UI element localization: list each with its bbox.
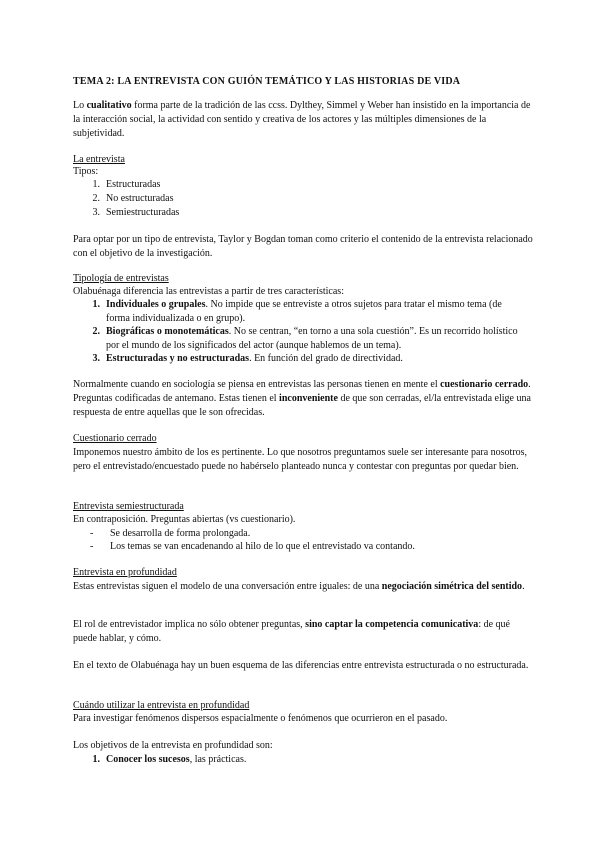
heading-cuestionario: Cuestionario cerrado xyxy=(73,433,157,444)
olabuenaga-paragraph: En el texto de Olabuénaga hay un buen esquema de las diferencias entre entrevista estructurada o no estructurada. xyxy=(73,660,529,671)
list-bold: Individuales o grupales xyxy=(106,299,206,310)
list-number: 1. xyxy=(92,754,100,765)
bold-run: negociación simétrica del sentido xyxy=(381,581,523,592)
list-number: 1. xyxy=(92,299,100,310)
text-run: . xyxy=(522,581,525,592)
bold-run: inconveniente xyxy=(279,393,338,404)
text-run: Normalmente cuando en sociología se piensa en entrevistas las personas tienen en mente el xyxy=(73,379,441,390)
list-bold: Estructuradas y no estructuradas xyxy=(106,353,250,364)
intro-paragraph xyxy=(73,99,533,141)
list-text xyxy=(106,325,526,353)
list-text: Se desarrolla de forma prolongada. xyxy=(110,528,251,539)
document-title: TEMA 2: LA ENTREVISTA CON GUIÓN TEMÁTICO Y LAS HISTORIAS DE VIDA xyxy=(73,76,461,87)
list-text: Estructuradas xyxy=(106,179,161,190)
text-run: . Preguntas codificadas de antemano. Estas tienen el xyxy=(73,379,531,404)
heading-profundidad: Entrevista en profundidad xyxy=(73,567,177,578)
tipologia-lead: Olabuénaga diferencia las entrevistas a partir de tres características: xyxy=(73,286,344,297)
list-text: Los temas se van encadenando al hilo de lo que el entrevistado va contando. xyxy=(110,541,415,552)
list-number: 2. xyxy=(92,193,100,204)
semi-lead: En contraposición. Preguntas abiertas (vs cuestionario). xyxy=(73,514,296,525)
profundidad-paragraph xyxy=(73,580,533,594)
cuando-paragraph: Para investigar fenómenos dispersos espacialmente o fenómenos que ocurrieron en el pasado. xyxy=(73,713,448,724)
list-number: 1. xyxy=(92,179,100,190)
intro-post: forma parte de la tradición de las ccss. Dylthey, Simmel y Weber han insistido en la importancia de la interacción social, la actividad con sentido y creativa de los actores y las múltiples dimensiones de la subjetividad. xyxy=(73,100,531,139)
rol-paragraph xyxy=(73,618,533,646)
text-run: Estas entrevistas siguen el modelo de una conversación entre iguales: de una xyxy=(73,581,382,592)
list-rest: . En función del grado de directividad. xyxy=(249,353,403,364)
list-dash: - xyxy=(90,541,94,552)
list-number: 2. xyxy=(92,326,100,337)
list-text xyxy=(106,352,526,366)
text-run: El rol de entrevistador implica no sólo obtener preguntas, xyxy=(73,619,306,630)
heading-tipologia: Tipología de entrevistas xyxy=(73,273,169,284)
text-run: de que son cerradas, el/la entrevistada elige una respuesta de entre aquellas que le son ofrecidas. xyxy=(73,393,531,418)
list-dash: - xyxy=(90,528,94,539)
list-number: 3. xyxy=(92,207,100,218)
text-run: : de qué puede hablar, y cómo. xyxy=(73,619,510,644)
list-text xyxy=(106,298,526,326)
list-bold: Conocer los sucesos xyxy=(106,754,190,765)
criterio-paragraph: Para optar por un tipo de entrevista, Taylor y Bogdan toman como criterio el contenido de la entrevista relacionado con el objetivo de la investigación. xyxy=(73,234,533,259)
intro-bold: cualitativo xyxy=(86,100,132,111)
tipos-label: Tipos: xyxy=(73,166,99,177)
list-rest: . No impide que se entreviste a otros sujetos para tratar el mismo tema (de forma individualizada o en grupo). xyxy=(106,299,502,324)
heading-cuando: Cuándo utilizar la entrevista en profundidad xyxy=(73,700,250,711)
list-rest: . No se centran, “en torno a una sola cuestión”. Es un recorrido holístico por el mundo de los significados del actor (aunque hablemos de un tema). xyxy=(106,326,518,351)
bold-run: sino captar la competencia comunicativa xyxy=(305,619,479,630)
list-bold: Biográficas o monotemáticas xyxy=(106,326,229,337)
list-number: 3. xyxy=(92,353,100,364)
normalmente-paragraph xyxy=(73,378,533,420)
list-text: No estructuradas xyxy=(106,193,174,204)
intro-pre: Lo xyxy=(73,100,87,111)
list-text: Semiestructuradas xyxy=(106,207,180,218)
bold-run: cuestionario cerrado xyxy=(440,379,529,390)
objetivos-lead: Los objetivos de la entrevista en profundidad son: xyxy=(73,740,273,751)
heading-la-entrevista: La entrevista xyxy=(73,154,125,165)
list-rest: , las prácticas. xyxy=(189,754,247,765)
list-text xyxy=(106,753,526,767)
heading-semiestructurada: Entrevista semiestructurada xyxy=(73,501,184,512)
cuestionario-paragraph: Imponemos nuestro ámbito de los es pertinente. Lo que nosotros preguntamos suele ser interesante para nosotros, pero el entrevistado/encuestado puede no habérselo planteado nunca y contestar con preguntas por quedar bien. xyxy=(73,447,528,472)
